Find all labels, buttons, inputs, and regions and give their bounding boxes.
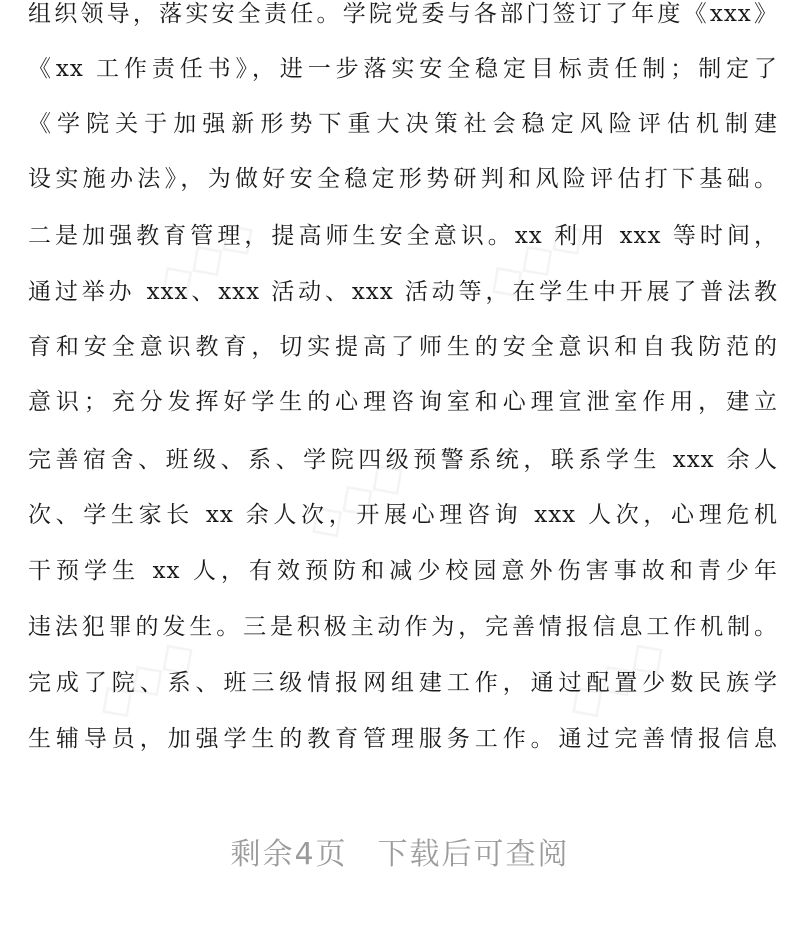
text-line: 意识；充分发挥好学生的心理咨询室和心理宣泄室作用，建立 (28, 389, 778, 415)
watermark: ◇◇◇ (553, 623, 677, 733)
text-line: 二是加强教育管理，提高师生安全意识。xx 利用 xxx 等时间， (28, 223, 778, 249)
download-prompt[interactable] (0, 825, 800, 885)
text-line: 完善宿舍、班级、系、学院四级预警系统，联系学生 xxx 余人 (28, 447, 778, 473)
text-line: 次、学生家长 xx 余人次，开展心理咨询 xxx 人次，心理危机 (28, 502, 778, 528)
watermark: ◇◇◇ (473, 203, 597, 313)
text-line: 育和安全意识教育，切实提高了师生的安全意识和自我防范的 (28, 334, 778, 360)
text-line: 组织领导，落实安全责任。学院党委与各部门签订了年度《xxx》 (28, 1, 778, 27)
text-line: 完成了院、系、班三级情报网组建工作，通过配置少数民族学 (28, 670, 778, 696)
download-hint-label: 下载后可查阅 (377, 837, 570, 872)
text-line: 干预学生 xx 人，有效预防和减少校园意外伤害事故和青少年 (28, 558, 778, 584)
text-line: 通过举办 xxx、xxx 活动、xxx 活动等，在学生中开展了普法教 (28, 279, 778, 305)
watermark: ◇◇◇ (293, 443, 417, 553)
text-line: 生辅导员，加强学生的教育管理服务工作。通过完善情报信息 (28, 726, 778, 752)
text-line: 设实施办法》，为做好安全稳定形势研判和风险评估打下基础。 (28, 166, 778, 192)
remaining-pages-label: 剩余4页 (230, 837, 348, 872)
text-line: 《xx 工作责任书》，进一步落实安全稳定目标责任制；制定了 (28, 56, 778, 82)
watermark: ◇◇◇ (83, 623, 207, 733)
text-line: 《学院关于加强新形势下重大决策社会稳定风险评估机制建 (28, 111, 778, 137)
watermark: ◇◇◇ (143, 203, 267, 313)
text-line: 违法犯罪的发生。三是积极主动作为，完善情报信息工作机制。 (28, 614, 778, 640)
